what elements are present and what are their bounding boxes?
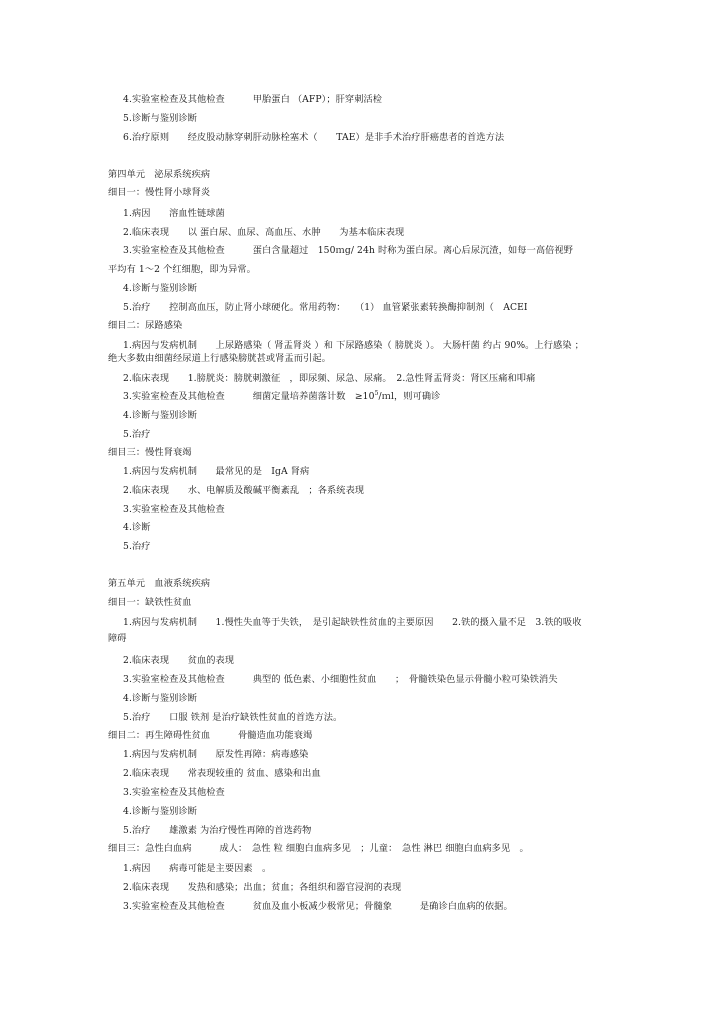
culture-count-exponent: 5 — [374, 389, 379, 397]
text-line: 5.诊断与鉴别诊断 — [123, 113, 197, 124]
text-line: 4.诊断与鉴别诊断 — [123, 693, 197, 704]
text-line: 4.诊断与鉴别诊断 — [123, 283, 197, 294]
text-line: 5.治疗 口服 铁剂 是治疗缺铁性贫血的首选方法。 — [123, 712, 343, 723]
text-line: 3.实验室检查及其他检查 贫血及血小板减少极常见；骨髓象 是确诊白血病的依据。 — [123, 901, 513, 912]
text-line: 1.病因与发病机制 1.慢性失血等于失铁， 是引起缺铁性贫血的主要原因 2.铁的摄入量不足 3.铁的吸收 — [123, 617, 582, 628]
text-line: 2.临床表现 水、电解质及酸碱平衡紊乱 ；各系统表现 — [123, 485, 365, 496]
text-line: 6.治疗原则 经皮股动脉穿刺肝动脉栓塞术（ TAE）是非手术治疗肝癌患者的首选方法 — [123, 132, 505, 143]
section-heading: 细目二：尿路感染 — [108, 320, 183, 331]
section-heading: 细目三：急性白血病 成人： 急性 粒 细胞白血病多见 ；儿童： 急性 淋巴 细胞白血病多见 。 — [108, 843, 529, 854]
text-line: 1.病因与发病机制 上尿路感染（ 肾盂肾炎 ）和 下尿路感染（ 膀胱炎 ）。 大肠杆菌 约占 90%。上行感染 ； — [123, 340, 584, 351]
text-line: 3.实验室检查及其他检查 — [123, 504, 225, 515]
text-line: 4.诊断与鉴别诊断 — [123, 806, 197, 817]
text-line: 3.实验室检查及其他检查 蛋白含量超过 150ｍg/ 24h 时称为蛋白尿。离心后尿沉渣，如每一高倍视野 — [123, 245, 573, 256]
text-line: 1.病因 溶血性链球菌 — [123, 208, 225, 219]
section-heading: 细目一：慢性肾小球肾炎 — [108, 187, 211, 198]
text-line: 4.实验室检查及其他检查 甲胎蛋白 （AFP）；肝穿刺活检 — [123, 94, 383, 105]
text-line: 4.诊断 — [123, 522, 151, 533]
text-line: 1.病因 病毒可能是主要因素 。 — [123, 863, 272, 874]
unit-heading: 第四单元 泌尿系统疾病 — [108, 169, 211, 180]
text-line: 5.治疗 — [123, 429, 151, 440]
text-line: 障碍 — [108, 633, 127, 644]
text-line: 5.治疗 控制高血压，防止肾小球硬化。常用药物： （1） 血管紧张素转换酶抑制剂（ ACEI — [123, 302, 528, 313]
text-line: 5.治疗 雄激素 为治疗慢性再障的首选药物 — [123, 825, 312, 836]
section-heading: 细目三：慢性肾衰竭 — [108, 447, 192, 458]
text-line: 3.实验室检查及其他检查 — [123, 787, 225, 798]
text-line: 1.病因与发病机制 原发性再障：病毒感染 — [123, 749, 309, 760]
text-line: 绝大多数由细菌经尿道上行感染膀胱甚或肾盂而引起。 — [108, 353, 331, 364]
culture-count-tail: /ｍl，则可确诊 — [378, 391, 441, 402]
text-line: 2.临床表现 贫血的表现 — [123, 655, 235, 666]
text-line: 平均有 1～2 个红细胞，即为异常。 — [108, 264, 256, 275]
unit-heading: 第五单元 血液系统疾病 — [108, 578, 211, 589]
section-heading: 细目一：缺铁性贫血 — [108, 597, 192, 608]
section-heading: 细目二：再生障碍性贫血 骨髓造血功能衰竭 — [108, 730, 313, 741]
text-line: 2.临床表现 1.膀胱炎：膀胱刺激征 ，即尿频、尿急、尿痛。 2.急性肾盂肾炎：肾区压痛和叩痛 — [123, 373, 536, 384]
culture-count-text: 3.实验室检查及其他检查 细菌定量培养菌落计数 ≥10 — [123, 391, 375, 402]
text-line — [123, 390, 440, 403]
text-line: 1.病因与发病机制 最常见的是 IgA 肾病 — [123, 466, 310, 477]
text-line: 5.治疗 — [123, 541, 151, 552]
text-line: 2.临床表现 以 蛋白尿、血尿、高血压、水肿 为基本临床表现 — [123, 227, 405, 238]
text-line: 3.实验室检查及其他检查 典型的 低色素、小细胞性贫血 ； 骨髓铁染色显示骨髓小粒可染铁消失 — [123, 674, 558, 685]
text-line: 4.诊断与鉴别诊断 — [123, 410, 197, 421]
text-line: 2.临床表现 常表现较重的 贫血、感染和出血 — [123, 768, 321, 779]
text-line: 2.临床表现 发热和感染；出血；贫血；各组织和器官浸润的表现 — [123, 882, 402, 893]
